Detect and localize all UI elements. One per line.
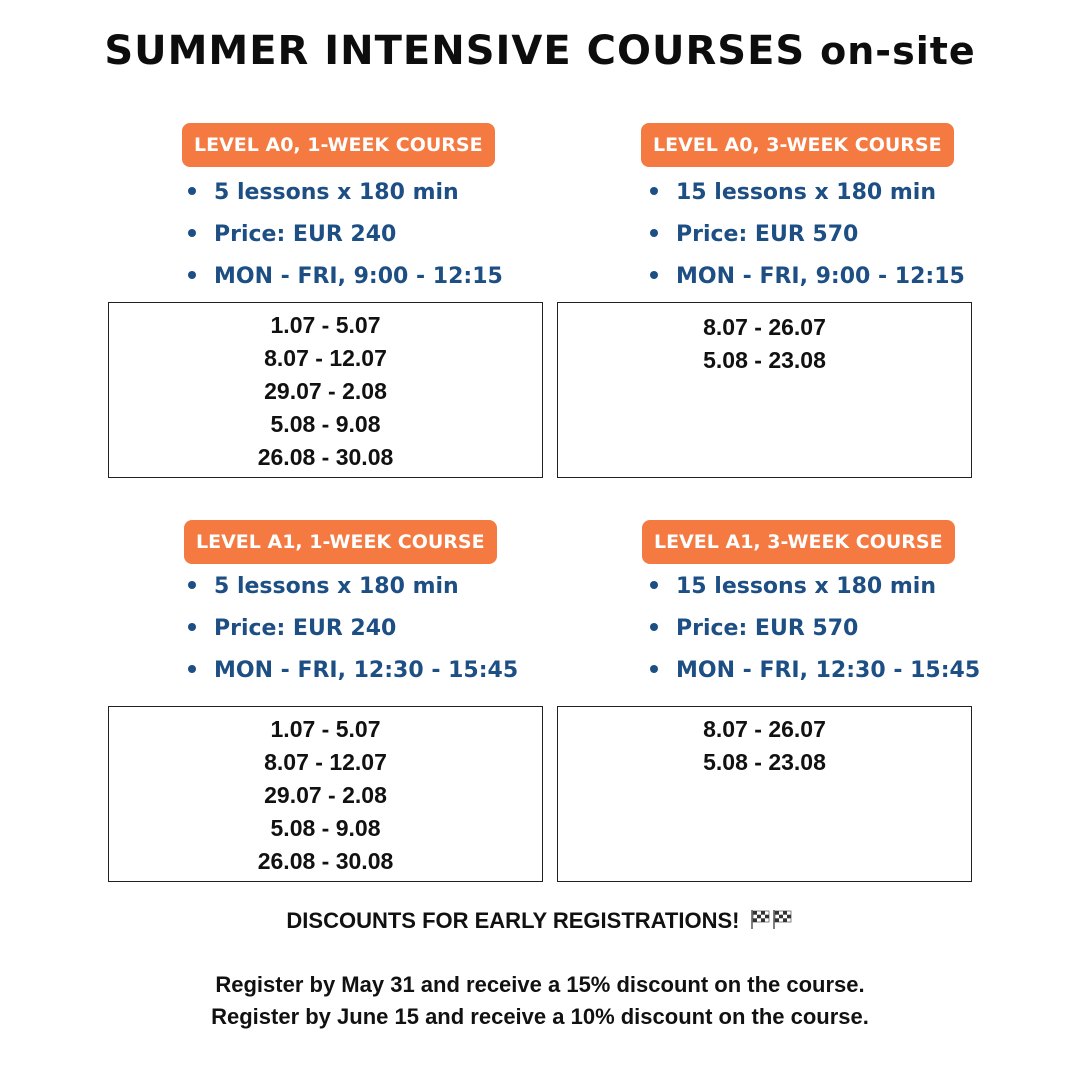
bullet-icon [188,229,196,237]
bullet-icon [650,581,658,589]
detail-lessons: 5 lessons x 180 min [188,172,503,214]
course-details-a1-3week [650,566,980,692]
date-range: 5.08 - 23.08 [703,749,826,775]
bullet-icon [188,187,196,195]
course-badge-a0-1week: LEVEL A0, 1-WEEK COURSE [182,123,495,167]
date-range: 5.08 - 23.08 [703,347,826,373]
date-range: 29.07 - 2.08 [264,378,387,404]
dates-box-a1-3week [557,706,972,882]
bullet-icon [188,665,196,673]
date-range: 1.07 - 5.07 [270,312,381,338]
discount-heading-text: DISCOUNTS FOR EARLY REGISTRATIONS! [286,908,740,933]
bullet-icon [650,187,658,195]
bullet-icon [650,665,658,673]
title-main: SUMMER INTENSIVE COURSES [104,28,806,74]
course-details-a0-1week [188,172,503,298]
discount-line: Register by June 15 and receive a 10% discount on the course. [211,1004,869,1029]
detail-lessons: 15 lessons x 180 min [650,566,980,608]
detail-price: Price: EUR 240 [188,214,503,256]
detail-schedule: MON - FRI, 9:00 - 12:15 [188,256,503,298]
title-suffix: on-site [820,29,976,73]
bullet-icon [188,623,196,631]
date-range: 8.07 - 26.07 [703,314,826,340]
date-range: 5.08 - 9.08 [270,815,381,841]
dates-box-a0-3week [557,302,972,478]
date-range: 26.08 - 30.08 [257,848,394,874]
bullet-icon [650,229,658,237]
detail-lessons: 5 lessons x 180 min [188,566,518,608]
dates-box-a0-1week [108,302,543,478]
course-details-a1-1week [188,566,518,692]
detail-schedule: MON - FRI, 9:00 - 12:15 [650,256,965,298]
bullet-icon [188,581,196,589]
bullet-icon [650,271,658,279]
bullet-icon [650,623,658,631]
course-badge-a0-3week: LEVEL A0, 3-WEEK COURSE [641,123,954,167]
detail-price: Price: EUR 240 [188,608,518,650]
course-badge-a1-1week: LEVEL A1, 1-WEEK COURSE [184,520,497,564]
detail-price: Price: EUR 570 [650,214,965,256]
date-range: 26.08 - 30.08 [257,444,394,470]
page-title [0,28,1080,74]
detail-price: Price: EUR 570 [650,608,980,650]
detail-schedule: MON - FRI, 12:30 - 15:45 [188,650,518,692]
discount-line: Register by May 31 and receive a 15% discount on the course. [215,972,865,997]
date-range: 1.07 - 5.07 [270,716,381,742]
date-range: 8.07 - 26.07 [703,716,826,742]
date-range: 5.08 - 9.08 [270,411,381,437]
date-range: 29.07 - 2.08 [264,782,387,808]
bullet-icon [188,271,196,279]
date-range: 8.07 - 12.07 [264,749,387,775]
discount-heading [0,908,1080,936]
dates-box-a1-1week [108,706,543,882]
date-range: 8.07 - 12.07 [264,345,387,371]
detail-lessons: 15 lessons x 180 min [650,172,965,214]
checkered-flag-icon [750,908,794,936]
detail-schedule: MON - FRI, 12:30 - 15:45 [650,650,980,692]
course-details-a0-3week [650,172,965,298]
course-badge-a1-3week: LEVEL A1, 3-WEEK COURSE [642,520,955,564]
